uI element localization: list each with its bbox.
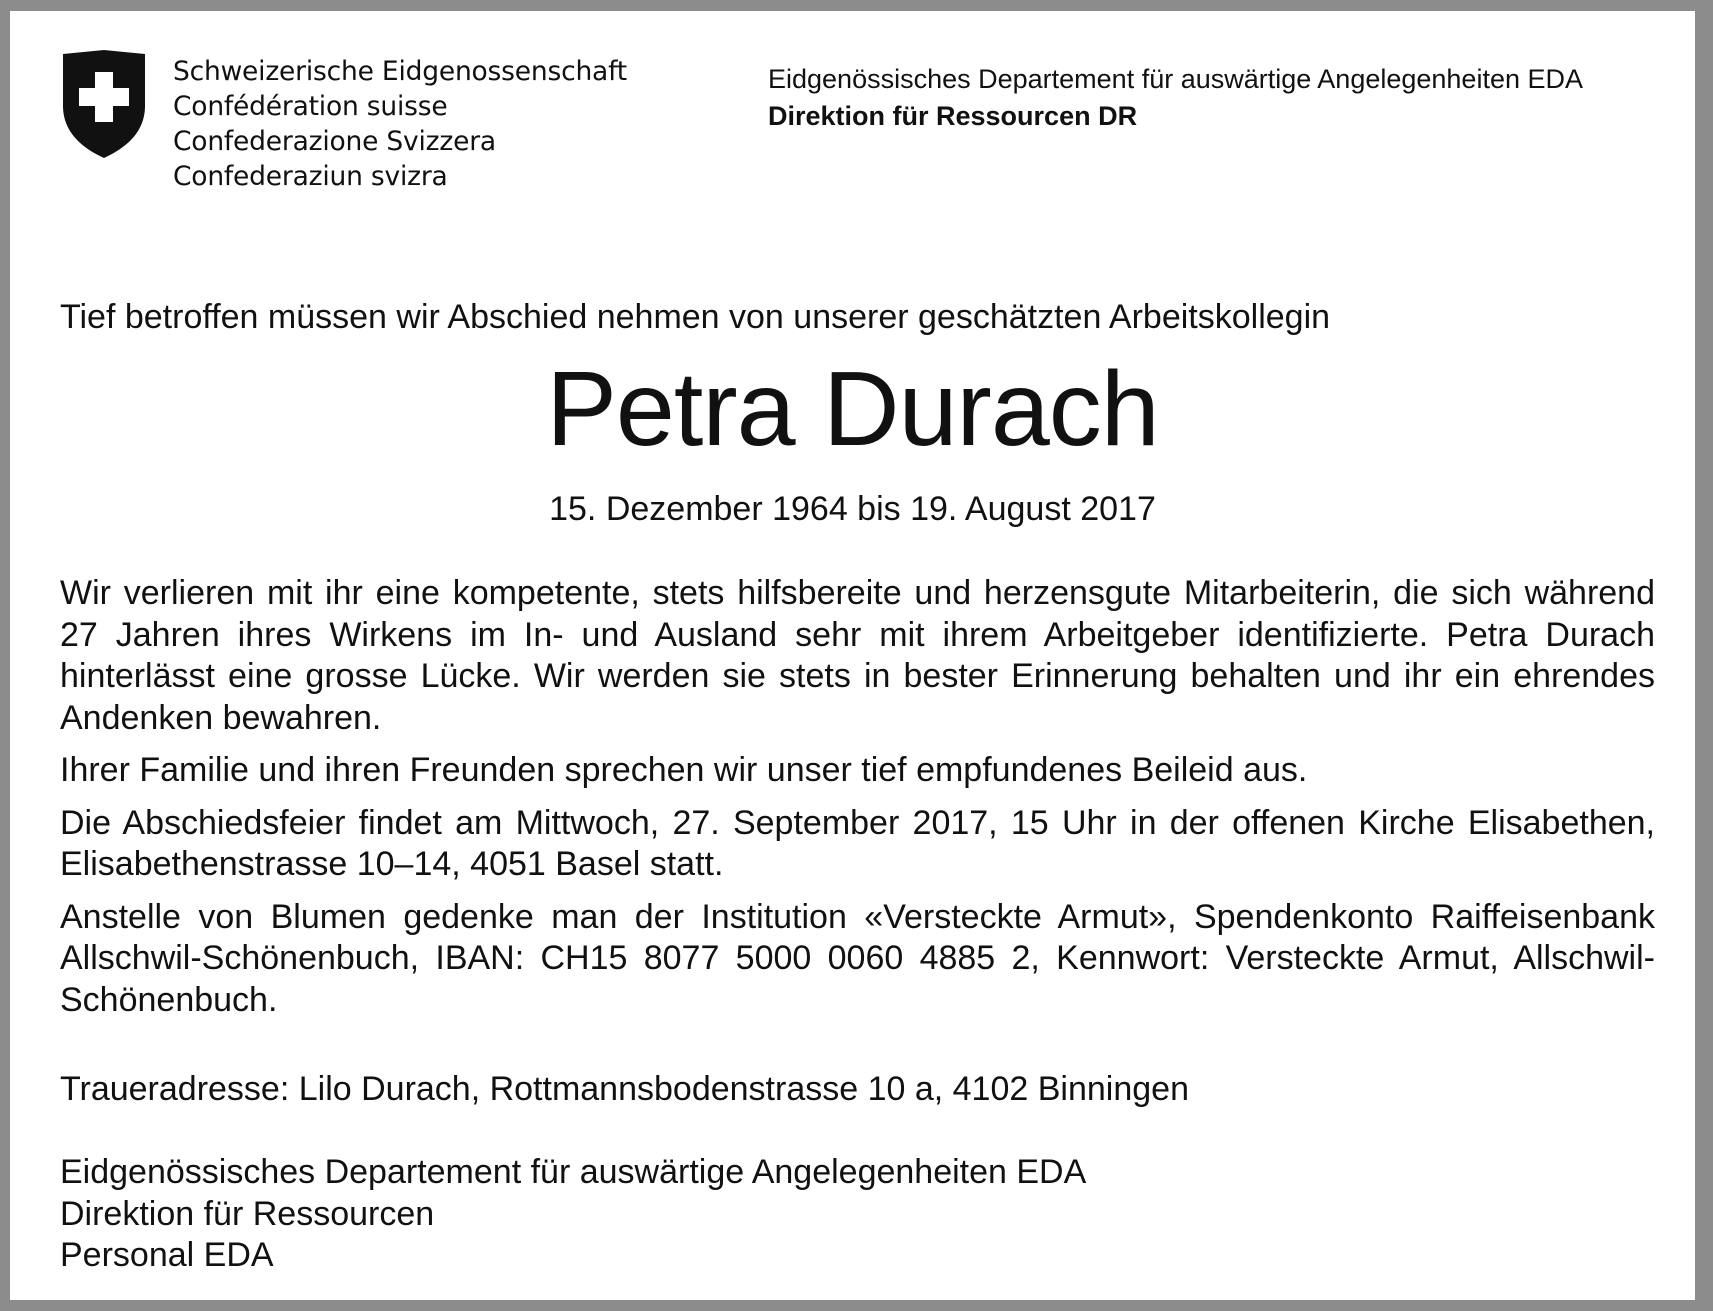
confederation-line-it: Confederazione Svizzera bbox=[173, 126, 496, 157]
signature-line-personnel: Personal EDA bbox=[60, 1236, 274, 1274]
swiss-coat-of-arms-icon bbox=[58, 48, 150, 160]
condolence-paragraph: Ihrer Familie und ihren Freunden sprechen wir unser tief empfundenes Beileid aus. bbox=[60, 751, 1308, 789]
signature-line-directorate: Direktion für Ressourcen bbox=[60, 1194, 435, 1233]
mourning-address: Traueradresse: Lilo Durach, Rottmannsbodenstrasse 10 a, 4102 Binningen bbox=[60, 1070, 1189, 1108]
department-header bbox=[768, 61, 1583, 135]
confederation-line-rm: Confederaziun svizra bbox=[173, 161, 448, 192]
deceased-name: Petra Durach bbox=[546, 350, 1159, 468]
donation-paragraph: Anstelle von Blumen gedenke man der Institution «Versteckte Armut», Spendenkonto Raiffeisenbank Allschwil-Schönenbuch, IBAN: CH15 8077 5000 0060 4885 2, Kennwort: Versteckte Armut, Allschwil-Schönenbuch. bbox=[60, 897, 1655, 1019]
signature-block bbox=[60, 1152, 1086, 1277]
tribute-paragraph: Wir verlieren mit ihr eine kompetente, stets hilfsbereite und herzensgute Mitarbeiterin, die sich während 27 Jahren ihres Wirkens im In- und Ausland sehr mit ihrem Arbeitgeber identifizierte. Petra Durach hinterlässt eine grosse Lücke. Wir werden sie stets in bester Erinnerung behalten und ihr ein ehrendes Andenken bewahren. bbox=[60, 574, 1655, 737]
directorate-name: Direktion für Ressourcen DR bbox=[768, 101, 1138, 131]
intro-text: Tief betroffen müssen wir Abschied nehmen von unserer geschätzten Arbeitskollegin bbox=[60, 298, 1331, 336]
confederation-line-fr: Confédération suisse bbox=[173, 91, 448, 122]
signature-line-department: Eidgenössisches Departement für auswärtige Angelegenheiten EDA bbox=[60, 1153, 1087, 1191]
ceremony-paragraph: Die Abschiedsfeier findet am Mittwoch, 27. September 2017, 15 Uhr in der offenen Kirche Elisabethen, Elisabethenstrasse 10–14, 4051 Basel statt. bbox=[60, 803, 1655, 883]
confederation-name bbox=[173, 54, 627, 194]
life-dates: 15. Dezember 1964 bis 19. August 2017 bbox=[549, 490, 1156, 528]
confederation-line-de: Schweizerische Eidgenossenschaft bbox=[173, 56, 627, 87]
notice-body bbox=[60, 573, 1655, 1032]
department-name: Eidgenössisches Departement für auswärtige Angelegenheiten EDA bbox=[768, 64, 1583, 94]
